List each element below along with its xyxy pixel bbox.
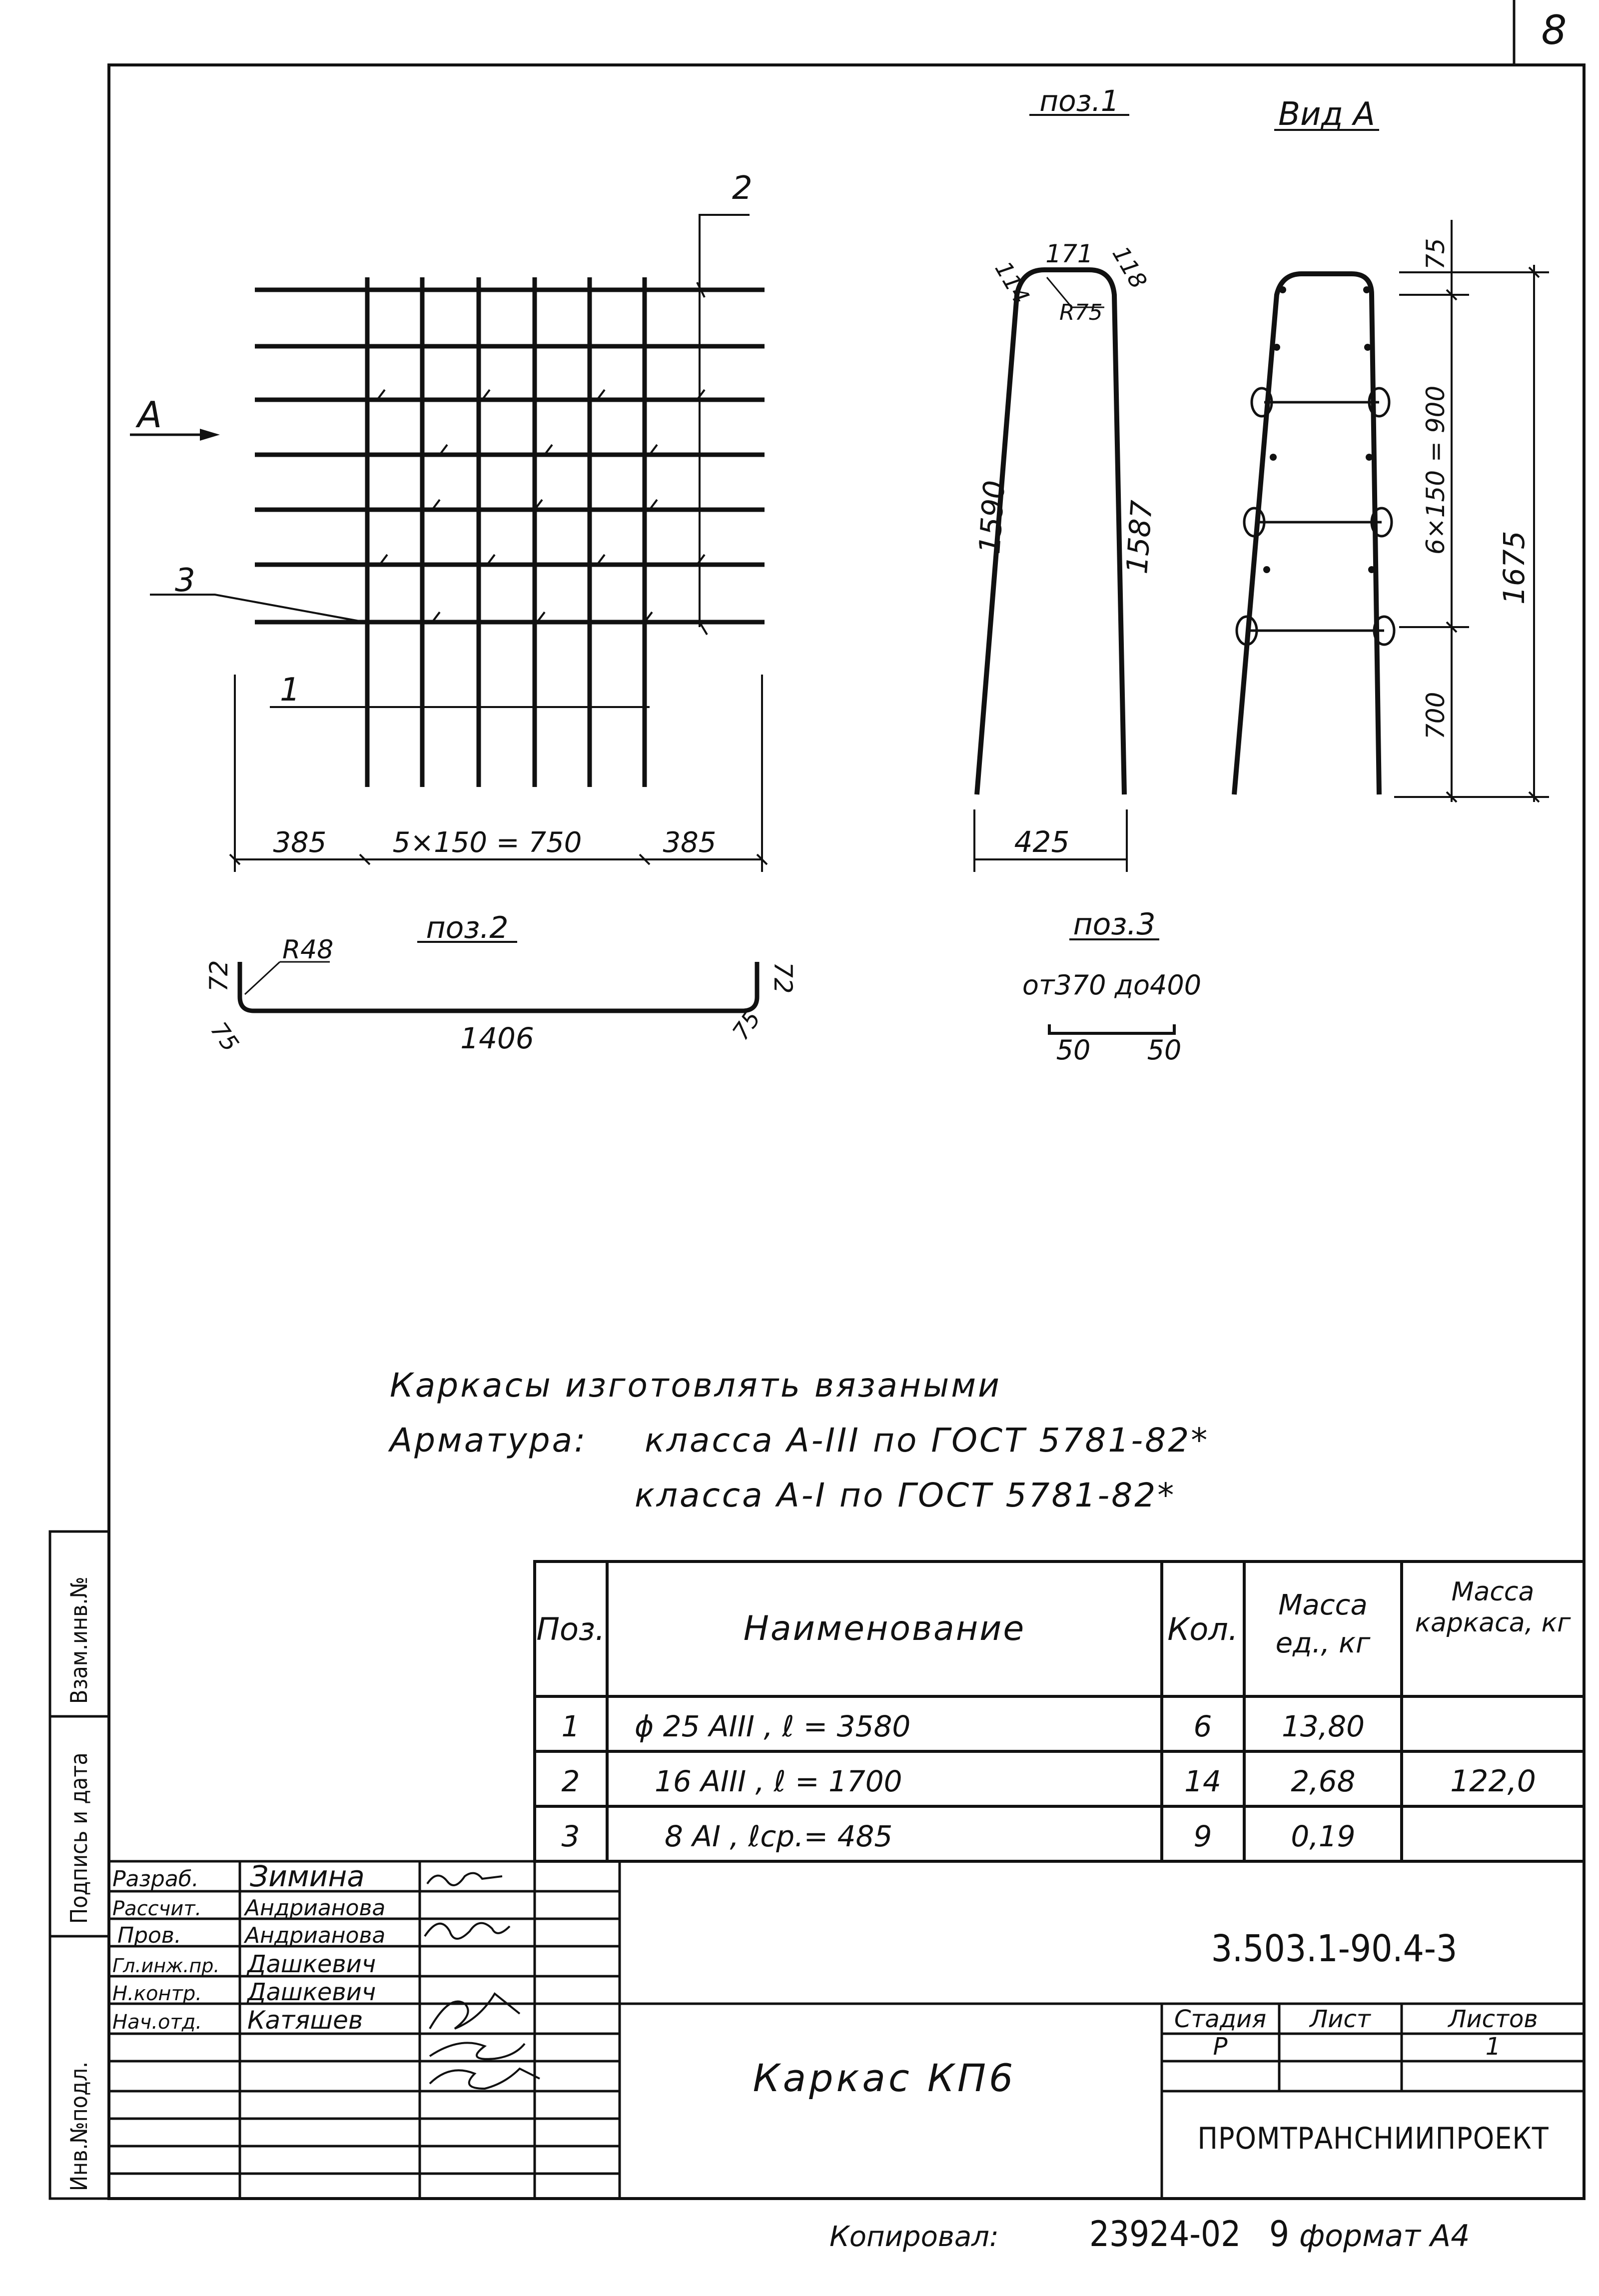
pos2-length: 1406: [460, 1021, 534, 1055]
sheet-number: 8: [1541, 7, 1567, 53]
view-a-dim-75: 75: [1421, 238, 1450, 270]
pos3-title: поз.3: [1073, 907, 1156, 942]
spec-row-1-qty: 6: [1193, 1709, 1212, 1743]
note-line-3-class: класса А-I по ГОСТ 5781-82*: [635, 1476, 1176, 1515]
pos2-hook-left: 72: [204, 960, 233, 992]
pos2-title: поз.2: [426, 910, 509, 945]
spec-header-frame-mass-box: [1404, 1566, 1582, 1694]
spec-row-2-qty: 14: [1184, 1764, 1221, 1798]
tb-name-4: Дашкевич: [247, 1950, 376, 1978]
spec-header-frame-mass: Масса каркаса, кг: [1415, 1577, 1571, 1638]
tb-stage: Р: [1213, 2033, 1228, 2061]
margin-inv-podl: Инв.№подл.: [65, 2061, 92, 2191]
spec-header-unit-mass-box: [1247, 1566, 1399, 1694]
pos2-bend-left: 75: [205, 1017, 244, 1057]
spec-row-2-pos: 2: [561, 1764, 580, 1798]
view-a-arrow-label: А: [137, 394, 162, 436]
view-a-dim-700: 700: [1421, 692, 1450, 740]
tb-stage-label: Стадия: [1174, 2005, 1267, 2033]
tb-name-6: Катяшев: [247, 2006, 363, 2035]
tb-sheets-label: Листов: [1448, 2005, 1538, 2033]
tb-doc-code: 3.503.1-90.4-3: [1211, 1927, 1458, 1970]
spec-header-name: Наименование: [743, 1609, 1026, 1648]
pos1-width: 425: [1014, 825, 1070, 859]
spec-header-pos: Поз.: [536, 1611, 605, 1647]
view-a-drawing: [1234, 130, 1549, 802]
signatures: [425, 1873, 540, 2089]
spec-row-3-mass: 0,19: [1291, 1819, 1356, 1853]
tb-role-4: Гл.инж.пр.: [112, 1955, 220, 1977]
pos1-right-length: 1587: [1120, 499, 1159, 575]
spec-row-2-mass: 2,68: [1291, 1764, 1356, 1798]
spec-total-mass: 122,0: [1450, 1764, 1536, 1799]
spec-row-2-name: 16 АIII , ℓ = 1700: [655, 1764, 902, 1798]
view-a-title: Вид А: [1278, 96, 1375, 133]
tb-organization: ПРОМТРАНСНИИПРОЕКТ: [1197, 2121, 1549, 2156]
footer-order: 23924-02: [1089, 2214, 1241, 2255]
tb-role-5: Н.контр.: [112, 1982, 202, 2005]
tb-sheets: 1: [1485, 2033, 1501, 2061]
pos2-bend-right: 75: [727, 1005, 766, 1045]
note-line-2-class: класса А-III по ГОСТ 5781-82*: [645, 1421, 1210, 1460]
spec-header-qty: Кол.: [1167, 1611, 1238, 1647]
pos1-radius: R75: [1059, 300, 1103, 325]
pos2-radius: R48: [282, 935, 334, 965]
spec-row-1-mass: 13,80: [1281, 1709, 1365, 1743]
pos3-end-left: 50: [1056, 1034, 1091, 1066]
footer-sheet-no: 9: [1269, 2214, 1290, 2255]
tb-sheet-label: Лист: [1310, 2005, 1371, 2033]
mesh-drawing: [130, 215, 767, 872]
mesh-dim-right: 385: [663, 826, 717, 859]
note-line-2-label: Арматура:: [390, 1421, 588, 1460]
tb-name-3: Андрианова: [245, 1923, 386, 1948]
footer-copied-label: Копировал:: [829, 2221, 999, 2253]
note-line-1: Каркасы изготовлять вязаными: [390, 1366, 1001, 1405]
tb-title: Каркас КП6: [753, 2056, 1016, 2100]
margin-sign-date: Подпись и дата: [65, 1752, 92, 1924]
spec-row-1-name: ϕ 25 АIII , ℓ = 3580: [635, 1709, 911, 1743]
pos3-end-right: 50: [1147, 1034, 1182, 1066]
spec-row-3-name: 8 АI , ℓср.= 485: [665, 1819, 893, 1853]
margin-inv-zam: Взам.инв.№: [65, 1576, 92, 1704]
mesh-callout-1: 1: [280, 672, 300, 709]
mesh-callout-2: 2: [732, 170, 753, 207]
mesh-dim-mid: 5×150 = 750: [392, 826, 582, 859]
tb-role-3: Пров.: [117, 1923, 181, 1948]
spec-header-unit-mass: Масса ед., кг: [1275, 1589, 1371, 1659]
pos1-dim-171: 171: [1045, 239, 1093, 268]
spec-row-3-qty: 9: [1193, 1819, 1212, 1853]
pos1-dim-118: 118: [1107, 241, 1153, 293]
pos1-left-length: 1590: [972, 479, 1012, 555]
pos1-title: поз.1: [1039, 84, 1119, 118]
view-a-dim-spacing: 6×150 = 900: [1421, 385, 1450, 555]
tb-role-1: Разраб.: [112, 1866, 199, 1892]
spec-row-3-pos: 3: [561, 1819, 580, 1853]
tb-role-6: Нач.отд.: [112, 2011, 202, 2034]
tb-role-2: Рассчит.: [112, 1897, 202, 1920]
footer-format: формат А4: [1299, 2219, 1470, 2254]
tb-name-1: Зимина: [250, 1859, 365, 1893]
spec-row-1-pos: 1: [561, 1709, 580, 1743]
tb-name-5: Дашкевич: [247, 1978, 376, 2006]
pos3-range: от370 до400: [1022, 969, 1202, 1001]
pos1-dim-114: 114: [989, 256, 1035, 308]
view-a-dim-total: 1675: [1497, 531, 1531, 605]
mesh-callout-3: 3: [175, 562, 195, 599]
tb-name-2: Андрианова: [245, 1895, 386, 1921]
pos2-hook-right: 72: [769, 962, 798, 994]
mesh-dim-left: 385: [273, 826, 327, 859]
